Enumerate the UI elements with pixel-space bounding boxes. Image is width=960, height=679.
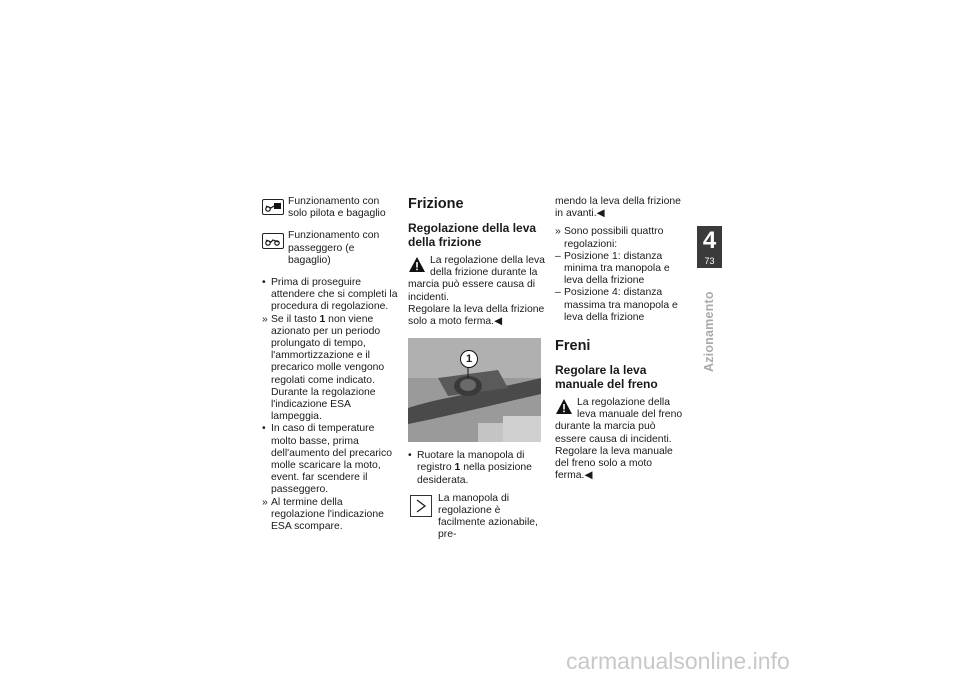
warning-text: La regolazione della leva manuale del freno durante la marcia può essere causa di incidenti.: [555, 397, 683, 445]
rider-passenger-luggage-icon: [262, 233, 284, 249]
positions-list: [555, 226, 688, 324]
load-mode-solo: [262, 196, 398, 220]
callout-1: 1: [460, 350, 478, 368]
instruction-text: Regolare la leva manuale del freno solo a moto ferma.◀: [555, 445, 673, 482]
list-item: » Sono possibili quattro regolazioni:: [555, 226, 664, 250]
chapter-number: 4: [702, 227, 717, 254]
warning-triangle-icon: [555, 398, 573, 415]
load-mode-passenger-text: Funzionamento con passeggero (e bagaglio): [288, 230, 380, 266]
end-mark-icon: ◀: [596, 208, 605, 220]
subsection-title-clutch-lever: Regolazione della leva della frizione: [408, 221, 537, 249]
load-mode-passenger: [262, 230, 398, 267]
list-item: – Posizione 4: distanza massima tra manopola e leva della frizione: [555, 287, 678, 323]
warning-triangle-icon: [408, 256, 426, 273]
subsection-title-brake-lever: Regolare la leva manuale del freno: [555, 363, 658, 391]
load-mode-solo-text: Funzionamento con solo pilota e bagaglio: [288, 196, 386, 220]
procedure-steps: [262, 277, 398, 533]
chapter-title: Azionamento: [702, 291, 716, 372]
watermark: carmanualsonline.info: [566, 648, 790, 674]
note-text: La manopola di regolazione è facilmente azionabile, pre-: [438, 492, 538, 541]
clutch-lever-photo: [408, 338, 541, 442]
key-reference: 1: [319, 313, 326, 325]
column-1: [262, 196, 398, 533]
list-item: • Prima di proseguire attendere che si completi la procedura di regolazione.: [262, 277, 398, 313]
list-item: » Al termine della regolazione l'indicazione ESA scompare.: [262, 496, 384, 533]
list-item: • Ruotare la manopola di registro 1 nella posizione desiderata.: [408, 450, 532, 486]
solo-rider-luggage-icon: [262, 199, 284, 215]
adjust-steps: [408, 450, 548, 487]
end-mark-icon: ◀: [494, 316, 503, 328]
page-number: 73: [704, 256, 715, 266]
column-2: [408, 196, 548, 542]
note-block: [408, 493, 548, 542]
section-title-clutch: Frizione: [408, 196, 464, 212]
warning-block: [555, 397, 688, 446]
instruction-text: Regolare la leva della frizione solo a moto ferma.◀: [408, 303, 545, 328]
note-arrow-icon: [410, 495, 432, 517]
end-mark-icon: ◀: [584, 470, 593, 482]
warning-block: [408, 255, 548, 304]
key-reference: 1: [454, 462, 461, 474]
column-3: [555, 196, 688, 482]
chapter-tab: [697, 226, 722, 268]
continuation-text: mendo la leva della frizione in avanti.◀: [555, 196, 681, 220]
warning-text: La regolazione della leva della frizione durante la marcia può essere causa di incidenti.: [408, 255, 545, 303]
list-item: • In caso di temperature molto basse, prima dell'aumento del precarico molle scaricare la moto, event. far scendere il passeggero.: [262, 423, 392, 496]
section-title-brakes: Freni: [555, 338, 591, 355]
list-item: – Posizione 1: distanza minima tra manopola e leva della frizione: [555, 250, 670, 287]
list-item: » Se il tasto 1 non viene azionato per un periodo prolungato di tempo, l'ammortizzazione e il precarico molle vengono regolati come indicato. Durante la regolazione l'indicazione ESA lampeggia.: [262, 313, 385, 423]
